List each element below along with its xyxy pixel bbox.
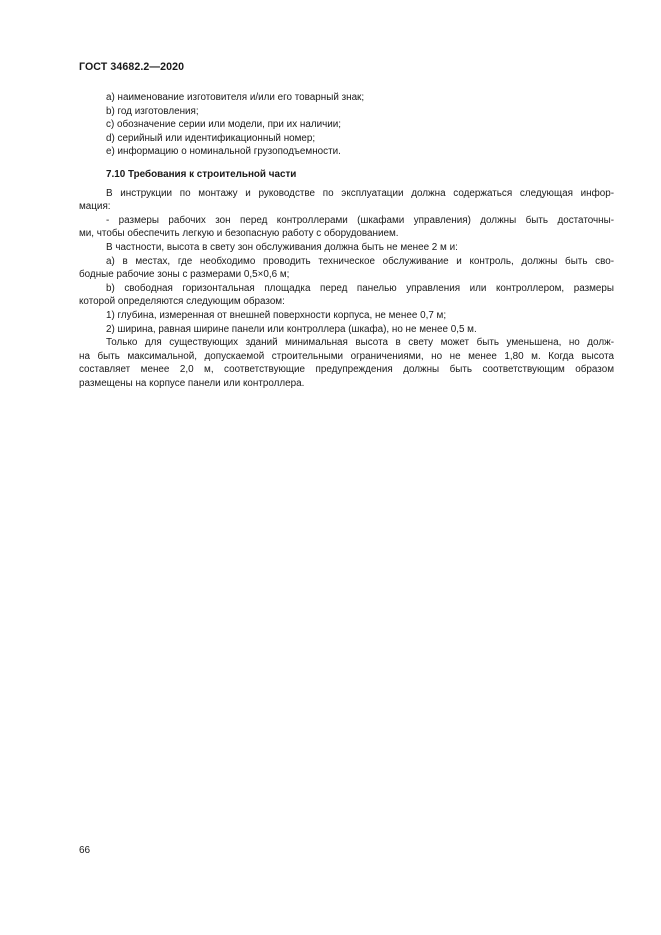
paragraph-instructions [79, 187, 614, 214]
paragraph-line: В частности, высота в свету зон обслуживания должна быть не менее 2 м и: [106, 241, 458, 253]
paragraph-line: a) в местах, где необходимо проводить техническое обслуживание и контроль, должны быть сво- [106, 255, 614, 267]
document-header: ГОСТ 34682.2—2020 [79, 61, 185, 73]
page-number: 66 [79, 845, 91, 856]
paragraph-depth [79, 309, 614, 323]
marking-list [79, 91, 614, 159]
paragraph-line: b) свободная горизонтальная площадка перед панелью управления или контроллером, размеры [106, 282, 614, 294]
paragraph-width [79, 323, 614, 337]
paragraph-line: бодные рабочие зоны с размерами 0,5×0,6 м; [79, 269, 290, 281]
paragraph-line: на быть максимальной, допускаемой строительными ограничениями, но не менее 1,80 м. Когда высота [79, 350, 614, 362]
paragraph-line: - размеры рабочих зон перед контроллерами (шкафами управления) должны быть достаточны- [106, 214, 614, 226]
paragraph-line: 1) глубина, измеренная от внешней поверхности корпуса, не менее 0,7 м; [106, 309, 447, 321]
list-item: e) информацию о номинальной грузоподъемности. [106, 146, 341, 158]
section-7-10 [79, 168, 614, 391]
paragraph-line: ми, чтобы обеспечить легкую и безопасную работу с оборудованием. [79, 228, 399, 240]
paragraph-item-a [79, 255, 614, 282]
list-item: c) обозначение серии или модели, при их наличии; [106, 119, 342, 131]
paragraph-line: размещены на корпусе панели или контроллера. [79, 377, 305, 389]
paragraph-height [79, 241, 614, 255]
paragraph-item-b [79, 282, 614, 309]
list-item: d) серийный или идентификационный номер; [106, 132, 316, 144]
paragraph-existing-buildings [79, 336, 614, 390]
list-item: a) наименование изготовителя и/или его товарный знак; [106, 92, 365, 103]
paragraph-line: мация: [79, 201, 111, 213]
section-title: 7.10 Требования к строительной части [106, 169, 297, 180]
paragraph-line: В инструкции по монтажу и руководстве по эксплуатации должна содержаться следующая инфор- [106, 187, 614, 199]
paragraph-line: Только для существующих зданий минимальная высота в свету может быть уменьшена, но долж- [106, 337, 614, 349]
paragraph-line: составляет менее 2,0 м, соответствующие предупреждения должны быть соответствующим образом [79, 364, 614, 376]
list-item: b) год изготовления; [106, 105, 199, 117]
paragraph-line: 2) ширина, равная ширине панели или контроллера (шкафа), но не менее 0,5 м. [106, 323, 477, 335]
paragraph-line: которой определяются следующим образом: [79, 296, 285, 308]
paragraph-work-zones [79, 214, 614, 241]
